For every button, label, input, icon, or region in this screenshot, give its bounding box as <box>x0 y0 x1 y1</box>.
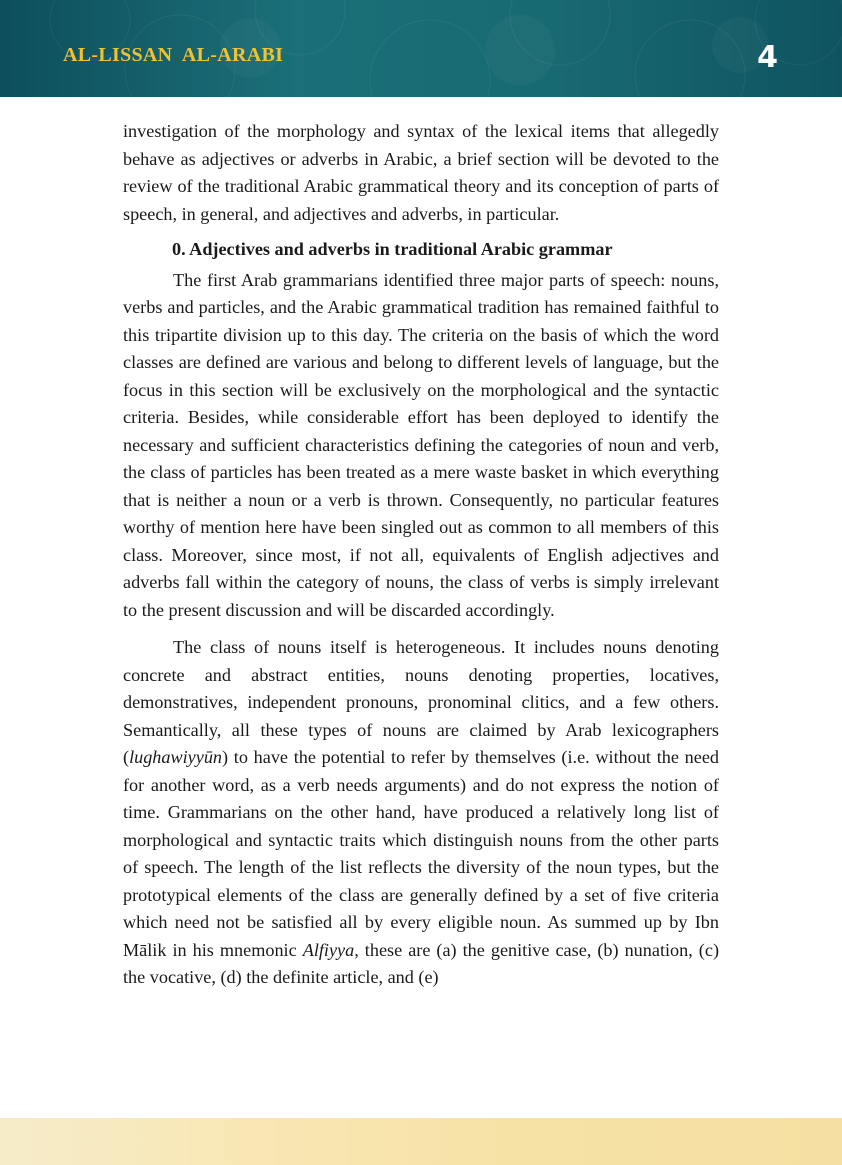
footer-band <box>0 1118 842 1165</box>
body-paragraph-2 <box>123 634 719 992</box>
article-body <box>123 118 719 992</box>
paragraph-2-text-a: The class of nouns itself is heterogeneous. It includes nouns denoting concrete and abstract entities, nouns denoting properties, locatives, demonstratives, independent pronouns, pronominal clitics, and a few others. Semantically, all these types of nouns are claimed by Arab lexicographers ( <box>123 637 719 767</box>
paragraph-2-text-b: ) to have the potential to refer by themselves (i.e. without the need for another word, as a verb needs arguments) and do not express the notion of time. Grammarians on the other hand, have produced a relatively long list of morphological and syntactic traits which distinguish nouns from the other parts of speech. The length of the list reflects the diversity of the noun types, but the prototypical elements of the class are generally defined by a set of five criteria which need not be satisfied all by every eligible noun. As summed up by Ibn Mālik in his mnemonic <box>123 747 719 960</box>
body-paragraph-1: The first Arab grammarians identified three major parts of speech: nouns, verbs and particles, and the Arabic grammatical tradition has remained faithful to this tripartite division up to this day. The criteria on the basis of which the word classes are defined are various and belong to different levels of language, but the focus in this section will be exclusively on the morphological and the syntactic criteria. Besides, while considerable effort has been deployed to identify the necessary and sufficient characteristics defining the categories of noun and verb, the class of particles has been treated as a mere waste basket in which everything that is neither a noun or a verb is thrown. Consequently, no particular features worthy of mention here have been singled out as common to all members of this class. Moreover, since most, if not all, equivalents of English adjectives and adverbs fall within the category of nouns, the class of verbs is simply irrelevant to the present discussion and will be discarded accordingly. <box>123 269 719 620</box>
page-number: 4 <box>757 40 778 75</box>
section-heading: 0. Adjectives and adverbs in traditional Arabic grammar <box>172 239 613 259</box>
journal-header <box>0 0 842 97</box>
paragraph-2-text-c: these are (a) the genitive case, (b) nunation, (c) the vocative, (d) the definite article, and (e) <box>123 939 719 987</box>
term-lughawiyyun: lughawiyyūn <box>129 747 223 767</box>
term-alfiyya: Alfiyya, <box>302 939 359 960</box>
journal-title: AL-LISSAN AL-ARABI <box>63 44 284 66</box>
intro-paragraph: investigation of the morphology and syntax of the lexical items that allegedly behave as adjectives or adverbs in Arabic, a brief section will be devoted to the review of the traditional Arabic grammatical theory and its conception of parts of speech, in general, and adjectives and adverbs, in particular. <box>123 121 719 224</box>
